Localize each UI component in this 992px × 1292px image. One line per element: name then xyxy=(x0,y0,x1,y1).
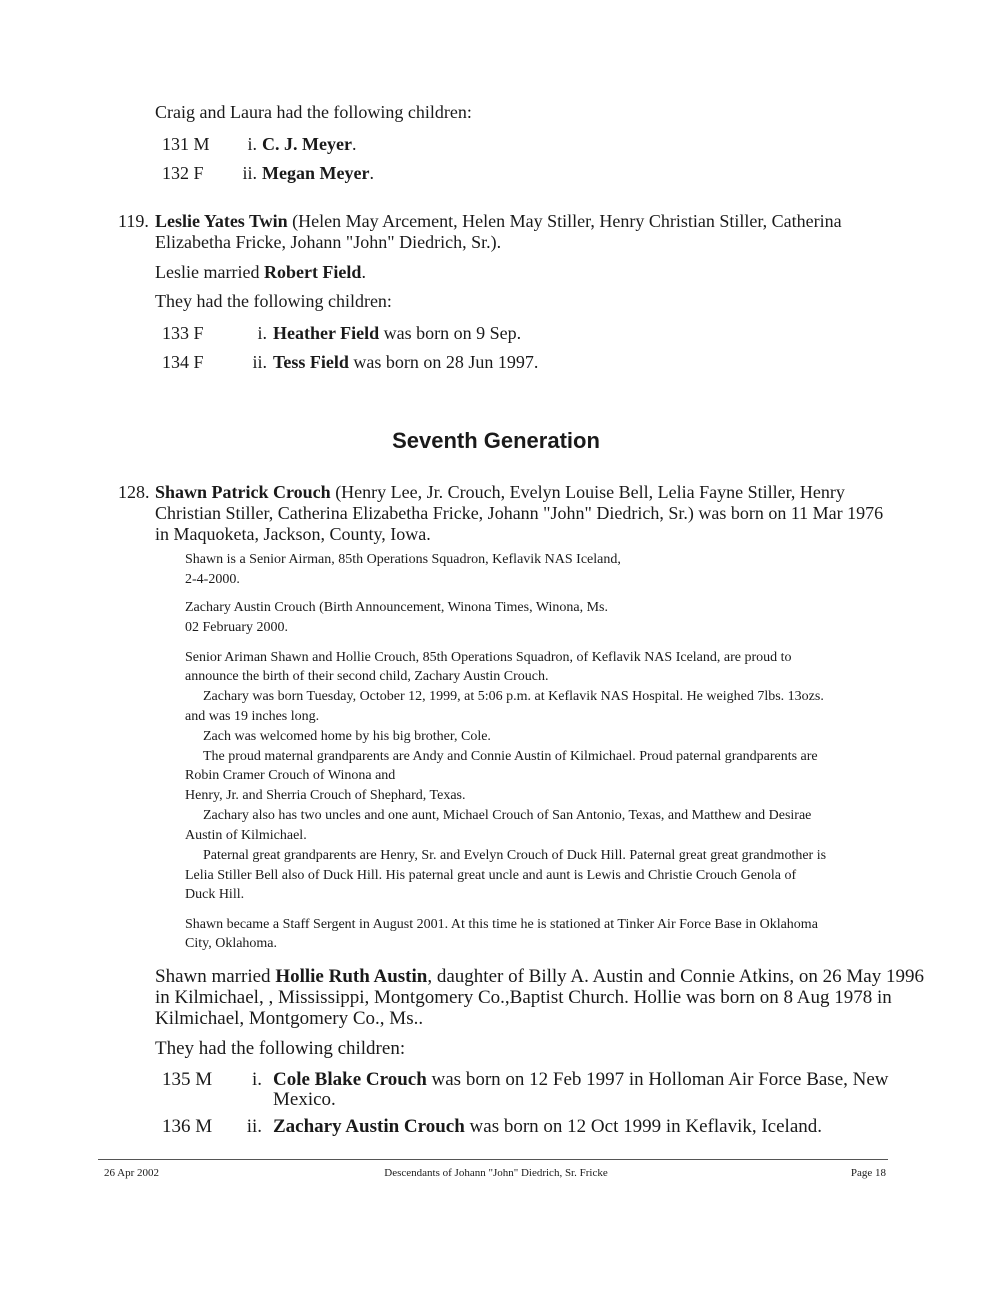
marriage-text: , daughter of Billy A. Austin and Connie Atkins, on 26 May 1996 xyxy=(427,966,924,987)
child-id: 133 F xyxy=(162,323,204,343)
footer-rule xyxy=(98,1159,888,1160)
birth-place: in Maquoketa, Jackson, County, Iowa. xyxy=(155,524,431,544)
footer-date: 26 Apr 2002 xyxy=(104,1167,159,1179)
note-line: Austin of Kilmichael. xyxy=(185,828,307,843)
note-line: Henry, Jr. and Sherria Crouch of Shephard, Texas. xyxy=(185,788,466,803)
marriage-text: Shawn married xyxy=(155,966,276,987)
child-rest: was born on 28 Jun 1997. xyxy=(348,352,539,372)
marriage-text: Leslie married xyxy=(155,262,264,282)
lineage: (Helen May Arcement, Helen May Stiller, Henry Christian Stiller, Catherina xyxy=(287,211,842,231)
marriage-line xyxy=(155,966,924,988)
child-numeral: ii. xyxy=(252,352,267,372)
note-line: Paternal great grandparents are Henry, Sr. and Evelyn Crouch of Duck Hill. Paternal great great grandmother is xyxy=(203,848,827,863)
lineage-cont: Elizabetha Fricke, Johann "John" Diedrich, Sr.). xyxy=(155,232,502,252)
note-line: Shawn is a Senior Airman, 85th Operations Squadron, Keflavik NAS Iceland, xyxy=(185,552,621,567)
entry-number: 119. xyxy=(118,211,149,231)
entry-header-line xyxy=(155,210,842,232)
lineage: (Henry Lee, Jr. Crouch, Evelyn Louise Bell, Lelia Fayne Stiller, Henry xyxy=(330,482,845,502)
child-id: 134 F xyxy=(162,352,204,372)
note-line: Duck Hill. xyxy=(185,887,245,902)
footer-page: Page 18 xyxy=(850,1167,886,1179)
child-numeral: ii. xyxy=(242,163,257,183)
child-entry xyxy=(273,351,538,373)
note-line: Shawn became a Staff Sergent in August 2001. At this time he is stationed at Tinker Air Force Base in Oklahoma xyxy=(185,917,818,932)
note-line: Zachary also has two uncles and one aunt, Michael Crouch of San Antonio, Texas, and Matthew and Desirae xyxy=(203,808,812,823)
child-numeral: ii. xyxy=(246,1116,262,1137)
entry-number: 128. xyxy=(118,482,150,502)
children-intro: They had the following children: xyxy=(155,1038,406,1059)
lineage-cont: Christian Stiller, Catherina Elizabetha Fricke, Johann "John" Diedrich, Sr.) was born on 11 Mar 1976 xyxy=(155,503,884,523)
note-line: 02 February 2000. xyxy=(185,620,289,635)
child-rest: . xyxy=(369,163,374,183)
note-line: Senior Ariman Shawn and Hollie Crouch, 85th Operations Squadron, of Keflavik NAS Iceland, are proud to xyxy=(185,650,792,665)
note-line: The proud maternal grandparents are Andy and Connie Austin of Kilmichael. Proud paternal grandparents are xyxy=(203,749,818,764)
note-line: announce the birth of their second child, Zachary Austin Crouch. xyxy=(185,669,549,684)
child-name: Heather Field xyxy=(273,323,380,343)
marriage-line xyxy=(155,261,366,283)
children-intro: Craig and Laura had the following children: xyxy=(155,102,472,122)
child-name: Cole Blake Crouch xyxy=(273,1069,427,1090)
child-id: 132 F xyxy=(162,163,204,183)
note-line: Robin Cramer Crouch of Winona and xyxy=(185,768,396,783)
child-rest: was born on 9 Sep. xyxy=(379,323,522,343)
child-rest-cont: Mexico. xyxy=(273,1089,336,1110)
child-name: Tess Field xyxy=(273,352,349,372)
child-entry xyxy=(273,322,521,344)
child-name: C. J. Meyer xyxy=(262,134,352,154)
child-rest: . xyxy=(351,134,357,154)
marriage-line: Kilmichael, Montgomery Co., Ms.. xyxy=(155,1008,424,1029)
child-numeral: i. xyxy=(257,323,267,343)
child-name: Megan Meyer xyxy=(262,163,370,183)
child-entry xyxy=(262,162,374,184)
child-rest: was born on 12 Feb 1997 in Holloman Air Force Base, New xyxy=(426,1069,889,1090)
marriage-end: . xyxy=(361,262,366,282)
child-numeral: i. xyxy=(247,134,257,154)
spouse-name: Hollie Ruth Austin xyxy=(275,966,428,987)
child-entry xyxy=(262,133,356,155)
person-name: Shawn Patrick Crouch xyxy=(155,482,331,502)
note-line: Zachary Austin Crouch (Birth Announcement, Winona Times, Winona, Ms. xyxy=(185,600,608,615)
footer-title: Descendants of Johann "John" Diedrich, Sr. Fricke xyxy=(384,1167,608,1179)
note-line: City, Oklahoma. xyxy=(185,936,278,951)
child-entry xyxy=(273,1116,822,1138)
note-line: Zach was welcomed home by his big brother, Cole. xyxy=(203,729,491,744)
child-name: Zachary Austin Crouch xyxy=(273,1116,465,1137)
spouse-name: Robert Field xyxy=(263,262,362,282)
children-intro: They had the following children: xyxy=(155,291,392,311)
section-heading: Seventh Generation xyxy=(392,428,600,453)
child-id: 136 M xyxy=(162,1116,213,1137)
note-line: Lelia Stiller Bell also of Duck Hill. His paternal great uncle and aunt is Lewis and Christie Crouch Genola of xyxy=(185,868,797,883)
child-numeral: i. xyxy=(251,1069,262,1090)
person-name: Leslie Yates Twin xyxy=(155,211,288,231)
child-entry xyxy=(273,1069,889,1091)
note-line: Zachary was born Tuesday, October 12, 1999, at 5:06 p.m. at Keflavik NAS Hospital. He weighed 7lbs. 13ozs. xyxy=(203,689,824,704)
marriage-line: in Kilmichael, , Mississippi, Montgomery Co.,Baptist Church. Hollie was born on 8 Aug 1978 in xyxy=(155,987,892,1008)
note-line: 2-4-2000. xyxy=(185,572,240,587)
child-rest: was born on 12 Oct 1999 in Keflavik, Iceland. xyxy=(464,1116,823,1137)
note-line: and was 19 inches long. xyxy=(185,709,320,724)
child-id: 135 M xyxy=(162,1069,213,1090)
child-id: 131 M xyxy=(162,134,210,154)
entry-header-line xyxy=(155,481,845,503)
